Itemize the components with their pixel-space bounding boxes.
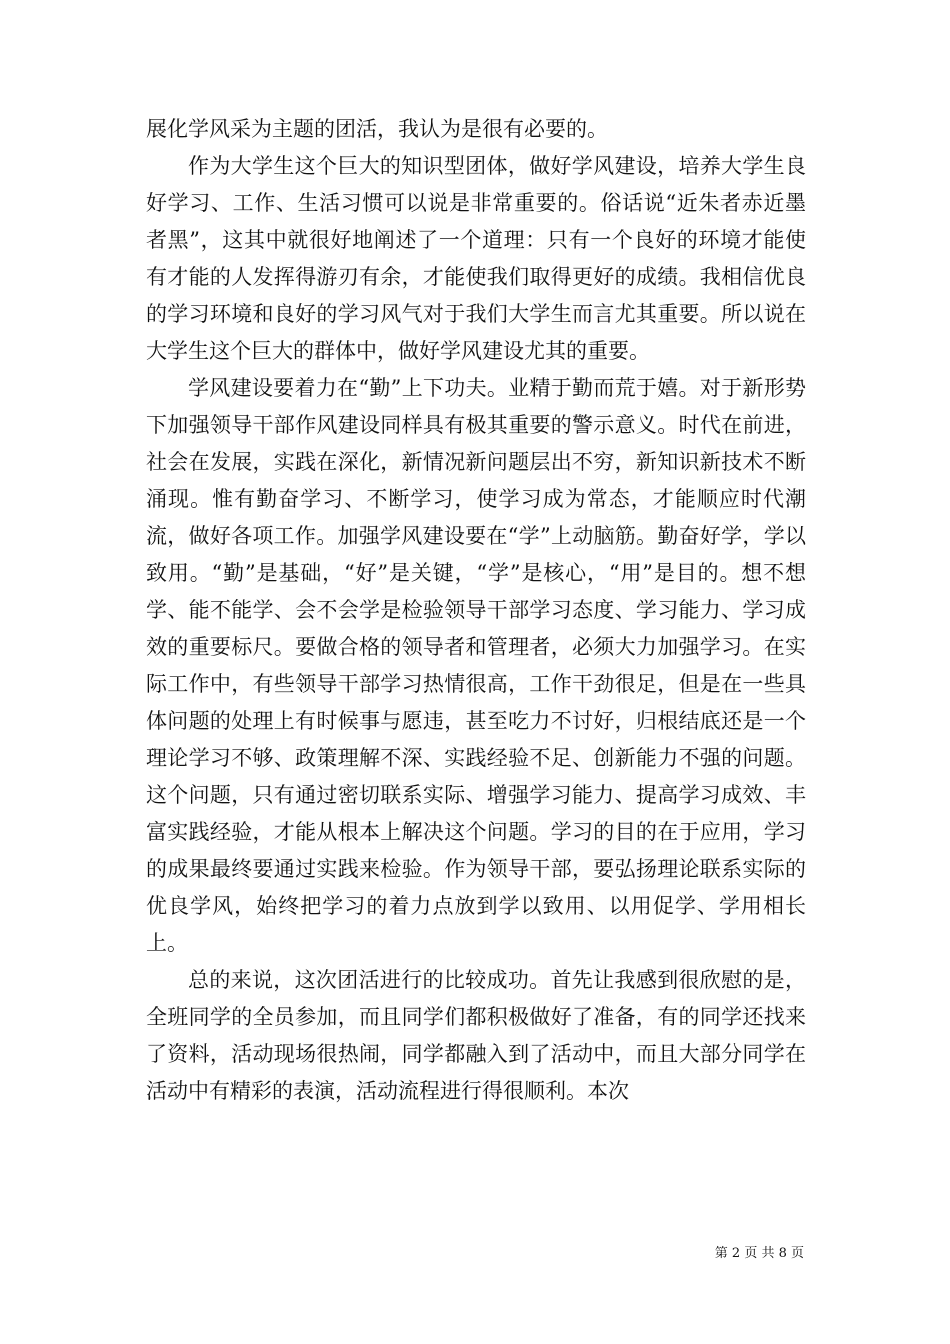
paragraph-study-style-importance: 作为大学生这个巨大的知识型团体，做好学风建设，培养大学生良好学习、工作、生活习惯可以说是非常重要的。俗话说“近朱者赤近墨者黑”，这其中就很好地阐述了一个道理：只有一个良好的环境才能使有才能的人发挥得游刃有余，才能使我们取得更好的成绩。我相信优良的学习环境和良好的学习风气对于我们大学生而言尤其重要。所以说在大学生这个巨大的群体中，做好学风建设尤其的重要。 — [146, 154, 806, 363]
paragraph-summary: 总的来说，这次团活进行的比较成功。首先让我感到很欣慰的是，全班同学的全员参加，而且同学们都积极做好了准备，有的同学还找来了资料，活动现场很热闹，同学都融入到了活动中，而且大部分同学在活动中有精彩的表演，活动流程进行得很顺利。本次 — [146, 968, 806, 1103]
paragraph-continuation: 展化学风采为主题的团活，我认为是很有必要的。 — [146, 117, 608, 141]
document-body — [146, 111, 806, 1110]
paragraph-diligence: 学风建设要着力在“勤”上下功夫。业精于勤而荒于嬉。对于新形势下加强领导干部作风建设同样具有极其重要的警示意义。时代在前进，社会在发展，实践在深化，新情况新问题层出不穷，新知识新技术不断涌现。惟有勤奋学习、不断学习，使学习成为常态，才能顺应时代潮流，做好各项工作。加强学风建设要在“学”上动脑筋。勤奋好学，学以致用。“勤”是基础，“好”是关键，“学”是核心，“用”是目的。想不想学、能不能学、会不会学是检验领导干部学习态度、学习能力、学习成效的重要标尺。要做合格的领导者和管理者，必须大力加强学习。在实际工作中，有些领导干部学习热情很高，工作干劲很足，但是在一些具体问题的处理上有时候事与愿违，甚至吃力不讨好，归根结底还是一个理论学习不够、政策理解不深、实践经验不足、创新能力不强的问题。这个问题，只有通过密切联系实际、增强学习能力、提高学习成效、丰富实践经验，才能从根本上解决这个问题。学习的目的在于应用，学习的成果最终要通过实践来检验。作为领导干部，要弘扬理论联系实际的优良学风，始终把学习的着力点放到学以致用、以用促学、学用相长上。 — [146, 376, 806, 955]
page-number-footer: 第 2 页 共 8 页 — [714, 1246, 804, 1261]
